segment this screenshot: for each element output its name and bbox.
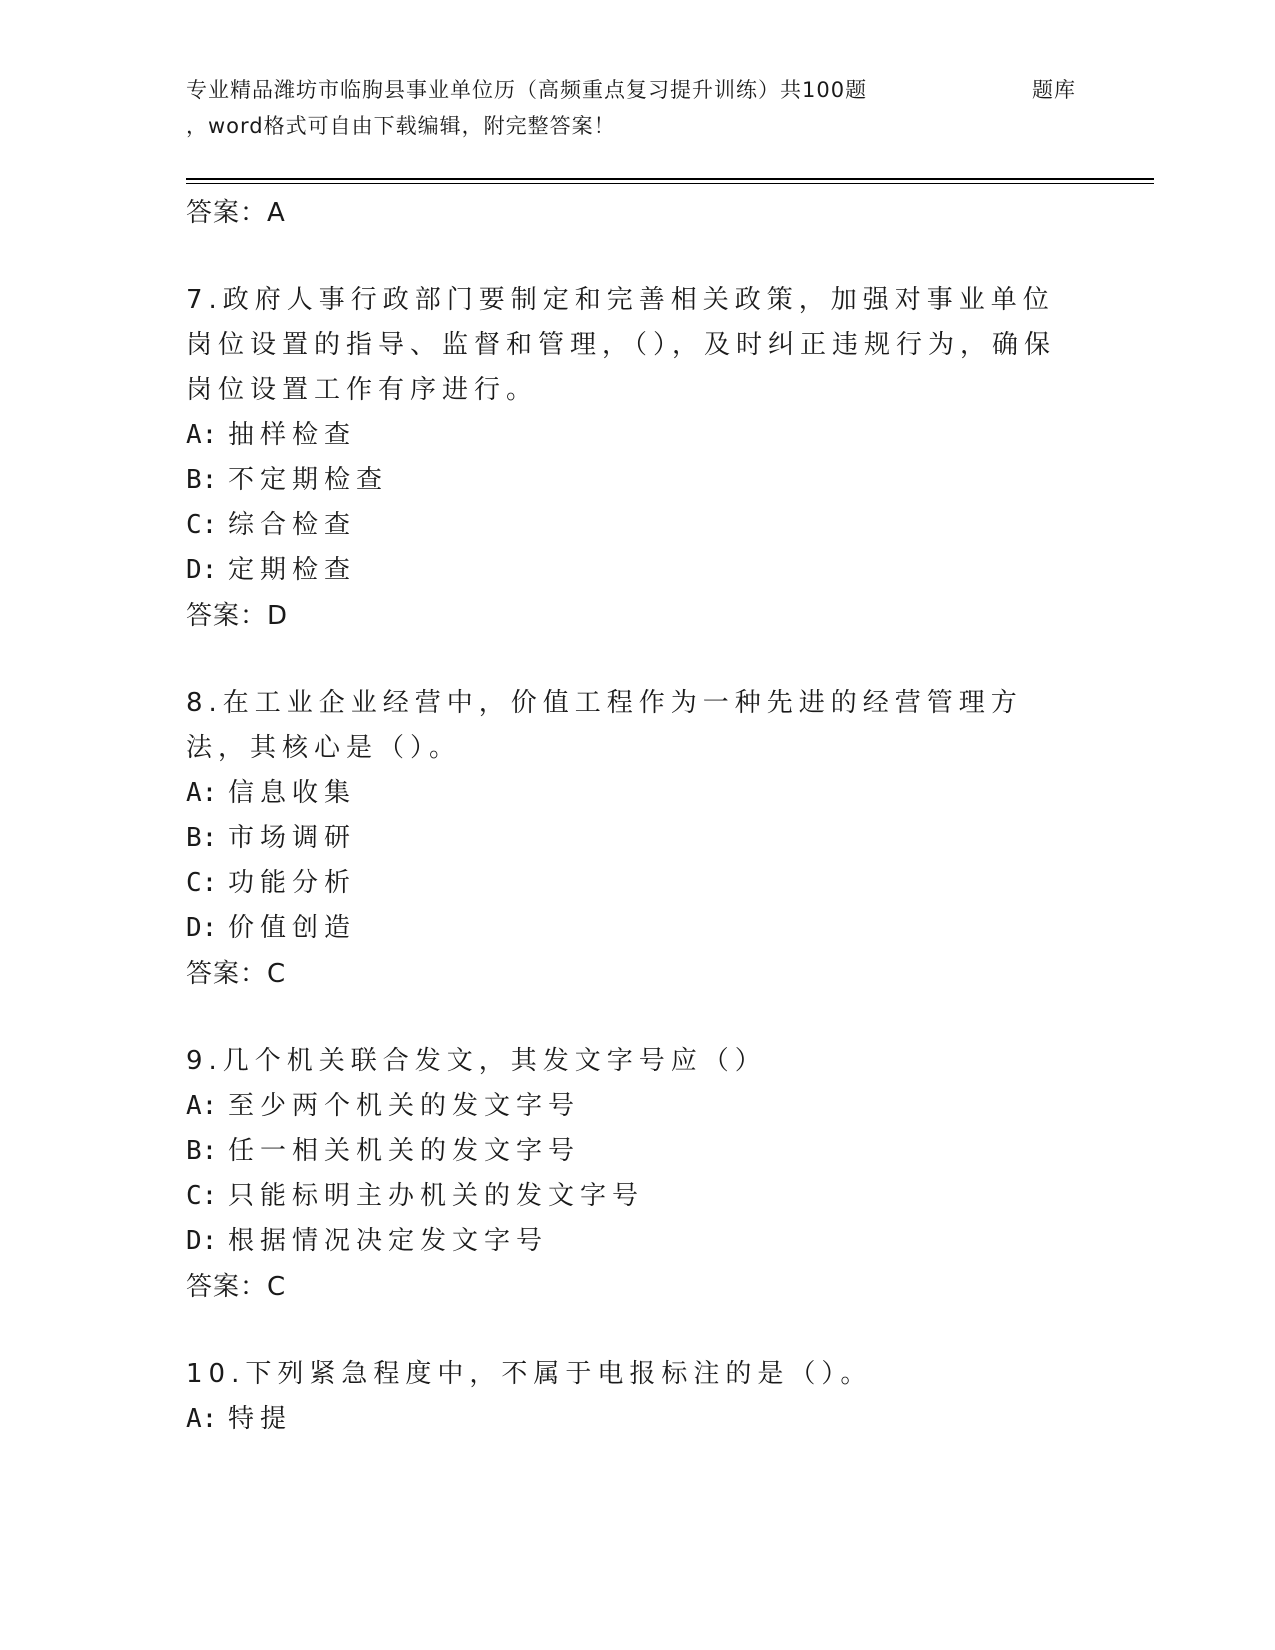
option-text: 特提 (228, 1404, 293, 1434)
option-text: 只能标明主办机关的发文字号 (228, 1181, 645, 1211)
option-key: B: (186, 465, 218, 495)
option-c (186, 1174, 1086, 1219)
option-text: 市场调研 (228, 823, 357, 853)
option-text: 抽样检查 (228, 420, 357, 450)
option-d (186, 906, 1086, 951)
option-text: 根据情况决定发文字号 (228, 1226, 549, 1256)
question-text: 8.在工业企业经营中，价值工程作为一种先进的经营管理方法，其核心是（）。 (186, 688, 1023, 763)
option-text: 综合检查 (228, 510, 357, 540)
question-text: 7.政府人事行政部门要制定和完善相关政策，加强对事业单位岗位设置的指导、监督和管理，（），及时纠正违规行为，确保岗位设置工作有序进行。 (186, 285, 1057, 405)
option-key: D: (186, 913, 218, 943)
option-a (186, 1397, 1086, 1442)
option-key: A: (186, 420, 218, 450)
option-text: 功能分析 (228, 868, 357, 898)
option-c (186, 503, 1086, 548)
option-c (186, 861, 1086, 906)
answer: 答案：C (186, 959, 287, 989)
option-b (186, 816, 1086, 861)
answer: 答案：D (186, 601, 289, 631)
option-b (186, 1129, 1086, 1174)
question-text: 9.几个机关联合发文，其发文字号应（） (186, 1046, 767, 1076)
option-text: 信息收集 (228, 778, 357, 808)
header-subtitle: ，word格式可自由下载编辑，附完整答案！ (186, 114, 616, 138)
question-9 (186, 1039, 1086, 1310)
option-text: 价值创造 (228, 913, 357, 943)
option-key: A: (186, 778, 218, 808)
option-a (186, 771, 1086, 816)
option-key: D: (186, 1226, 218, 1256)
header-rule-thin (186, 183, 1154, 184)
option-key: C: (186, 510, 218, 540)
option-key: C: (186, 1181, 218, 1211)
option-key: A: (186, 1091, 218, 1121)
option-key: C: (186, 868, 218, 898)
option-text: 定期检查 (228, 555, 357, 585)
option-key: B: (186, 1136, 218, 1166)
question-10 (186, 1352, 1086, 1442)
option-text: 任一相关机关的发文字号 (228, 1136, 581, 1166)
answer: 答案：C (186, 1272, 287, 1302)
option-d (186, 1219, 1086, 1264)
option-a (186, 1084, 1086, 1129)
option-key: B: (186, 823, 218, 853)
header-title: 专业精品潍坊市临朐县事业单位历（高频重点复习提升训练）共100题 (186, 78, 868, 102)
question-8 (186, 681, 1086, 997)
question-list (186, 190, 1086, 1442)
option-a (186, 413, 1086, 458)
option-text: 不定期检查 (228, 465, 389, 495)
option-key: D: (186, 555, 218, 585)
option-b (186, 458, 1086, 503)
header-rule-thick (186, 178, 1154, 180)
question-7 (186, 278, 1086, 639)
option-key: A: (186, 1404, 218, 1434)
previous-answer: 答案：A (186, 198, 286, 228)
question-text: 10.下列紧急程度中，不属于电报标注的是（）。 (186, 1359, 873, 1389)
option-text: 至少两个机关的发文字号 (228, 1091, 581, 1121)
header-tag: 题库 (1032, 78, 1076, 102)
option-d (186, 548, 1086, 593)
